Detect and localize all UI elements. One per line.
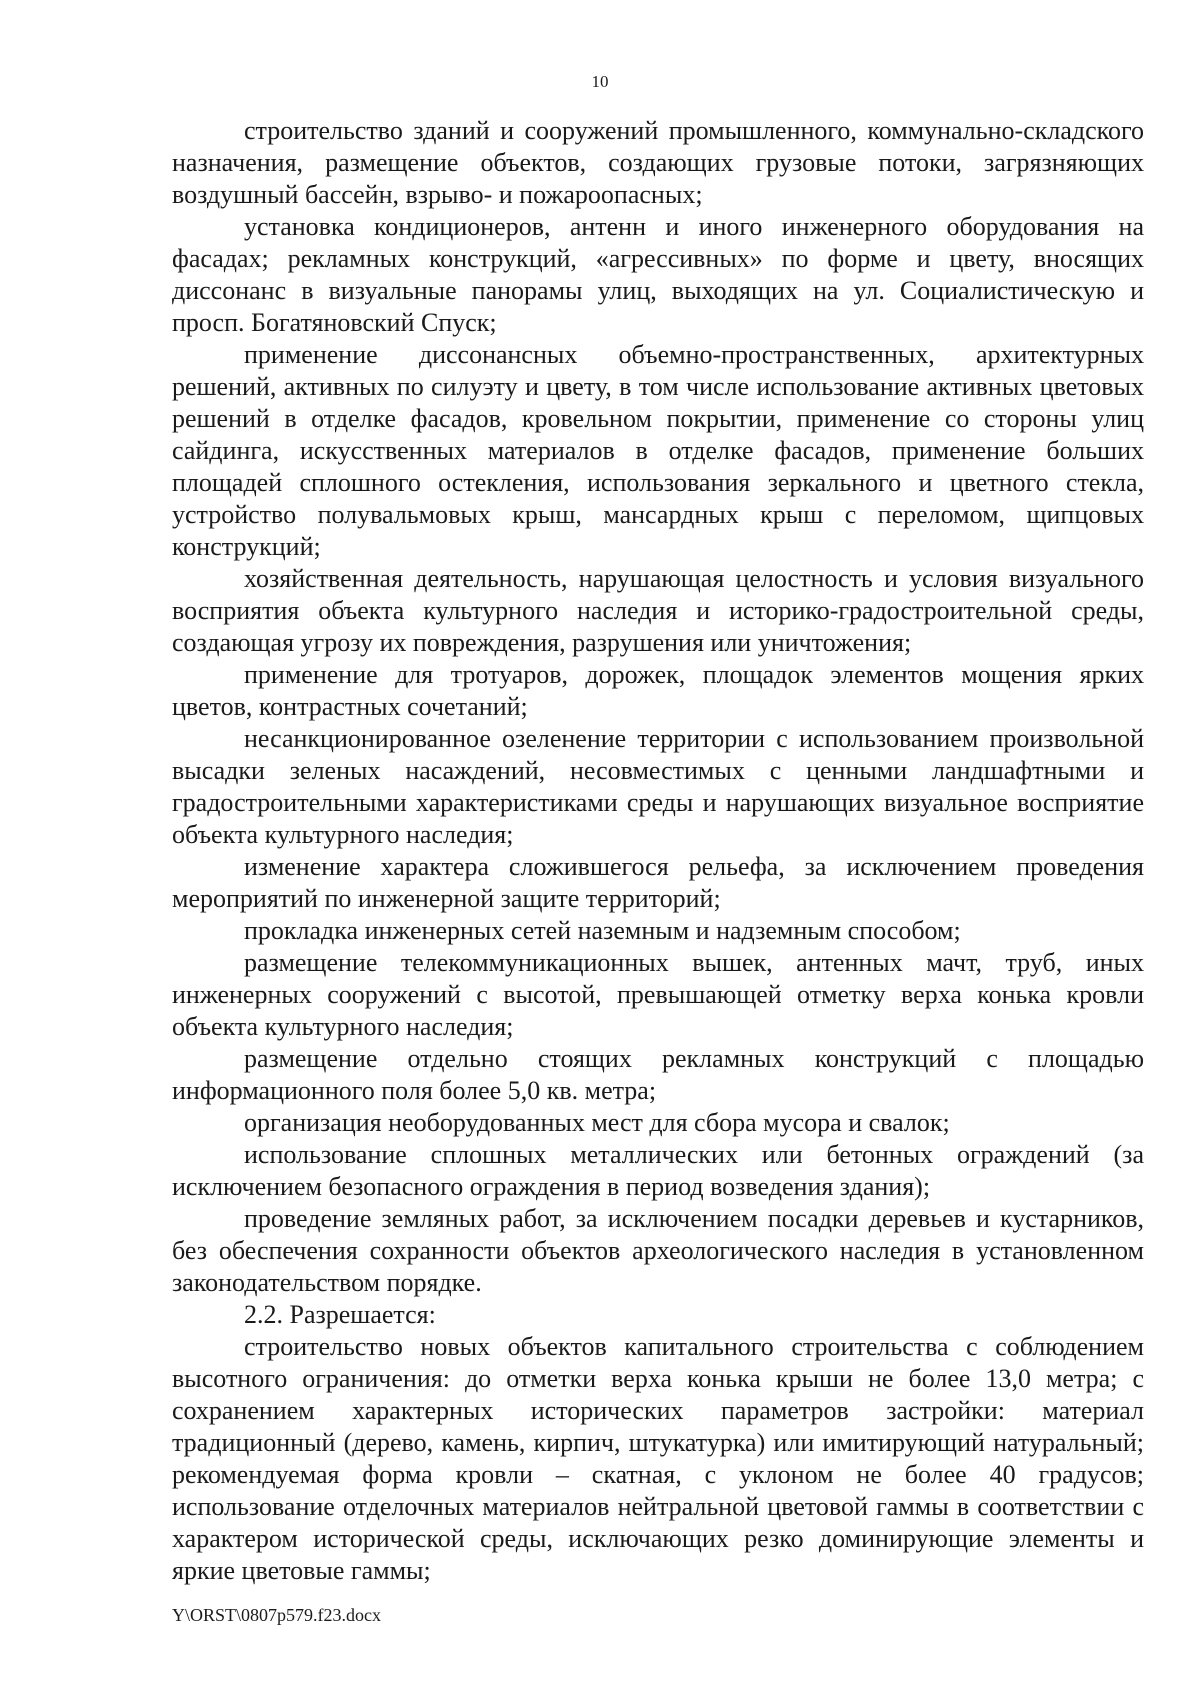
page-number: 10 xyxy=(591,72,609,91)
paragraph: применение диссонансных объемно-пространственных, архитектурных решений, активных по силуэту и цвету, в том числе использование активных цветовых решений в отделке фасадов, кровельном покрытии, применение со стороны улиц сайдинга, искусственных материалов в отделке фасадов, применение больших площадей сплошного остекления, использования зеркального и цветного стекла, устройство полувальмовых крыш, мансардных крыш с переломом, щипцовых конструкций; xyxy=(172,340,1144,561)
paragraph: установка кондиционеров, антенн и иного инженерного оборудования на фасадах; рекламных конструкций, «агрессивных» по форме и цвету, вносящих диссонанс в визуальные панорамы улиц, выходящих на ул. Социалистическую и просп. Богатяновский Спуск; xyxy=(172,212,1144,337)
paragraph: строительство зданий и сооружений промышленного, коммунально-складского назначения, размещение объектов, создающих грузовые потоки, загрязняющих воздушный бассейн, взрыво- и пожароопасных; xyxy=(172,116,1144,209)
paragraph: несанкционированное озеленение территории с использованием произвольной высадки зеленых насаждений, несовместимых с ценными ландшафтными и градостроительными характеристиками среды и нарушающих визуальное восприятие объекта культурного наследия; xyxy=(172,724,1144,849)
paragraph: применение для тротуаров, дорожек, площадок элементов мощения ярких цветов, контрастных сочетаний; xyxy=(172,660,1144,721)
paragraph: прокладка инженерных сетей наземным и надземным способом; xyxy=(244,916,961,945)
paragraph: использование сплошных металлических или бетонных ограждений (за исключением безопасного ограждения в период возведения здания); xyxy=(172,1140,1144,1201)
paragraph: строительство новых объектов капитального строительства с соблюдением высотного ограничения: до отметки верха конька крыши не более 13,0 метра; с сохранением характерных исторических параметров застройки: материал традиционный (дерево, камень, кирпич, штукатурка) или имитирующий натуральный; рекомендуемая форма кровли – скатная, с уклоном не более 40 градусов; использование отделочных материалов нейтральной цветовой гаммы в соответствии с характером исторической среды, исключающих резко доминирующие элементы и яркие цветовые гаммы; xyxy=(172,1332,1144,1585)
paragraph: проведение земляных работ, за исключением посадки деревьев и кустарников, без обеспечения сохранности объектов археологического наследия в установленном законодательством порядке. xyxy=(172,1204,1144,1297)
section-heading: 2.2. Разрешается: xyxy=(244,1300,436,1329)
file-path-footer: Y\ORST\0807p579.f23.docx xyxy=(172,1605,381,1625)
document-body xyxy=(172,115,1144,1587)
paragraph: хозяйственная деятельность, нарушающая целостность и условия визуального восприятия объекта культурного наследия и историко-градостроительной среды, создающая угрозу их повреждения, разрушения или уничтожения; xyxy=(172,564,1144,657)
paragraph: размещение отдельно стоящих рекламных конструкций с площадью информационного поля более 5,0 кв. метра; xyxy=(172,1044,1144,1105)
paragraph: размещение телекоммуникационных вышек, антенных мачт, труб, иных инженерных сооружений с высотой, превышающей отметку верха конька кровли объекта культурного наследия; xyxy=(172,948,1144,1041)
paragraph: изменение характера сложившегося рельефа, за исключением проведения мероприятий по инженерной защите территорий; xyxy=(172,852,1144,913)
paragraph: организация необорудованных мест для сбора мусора и свалок; xyxy=(244,1108,950,1137)
